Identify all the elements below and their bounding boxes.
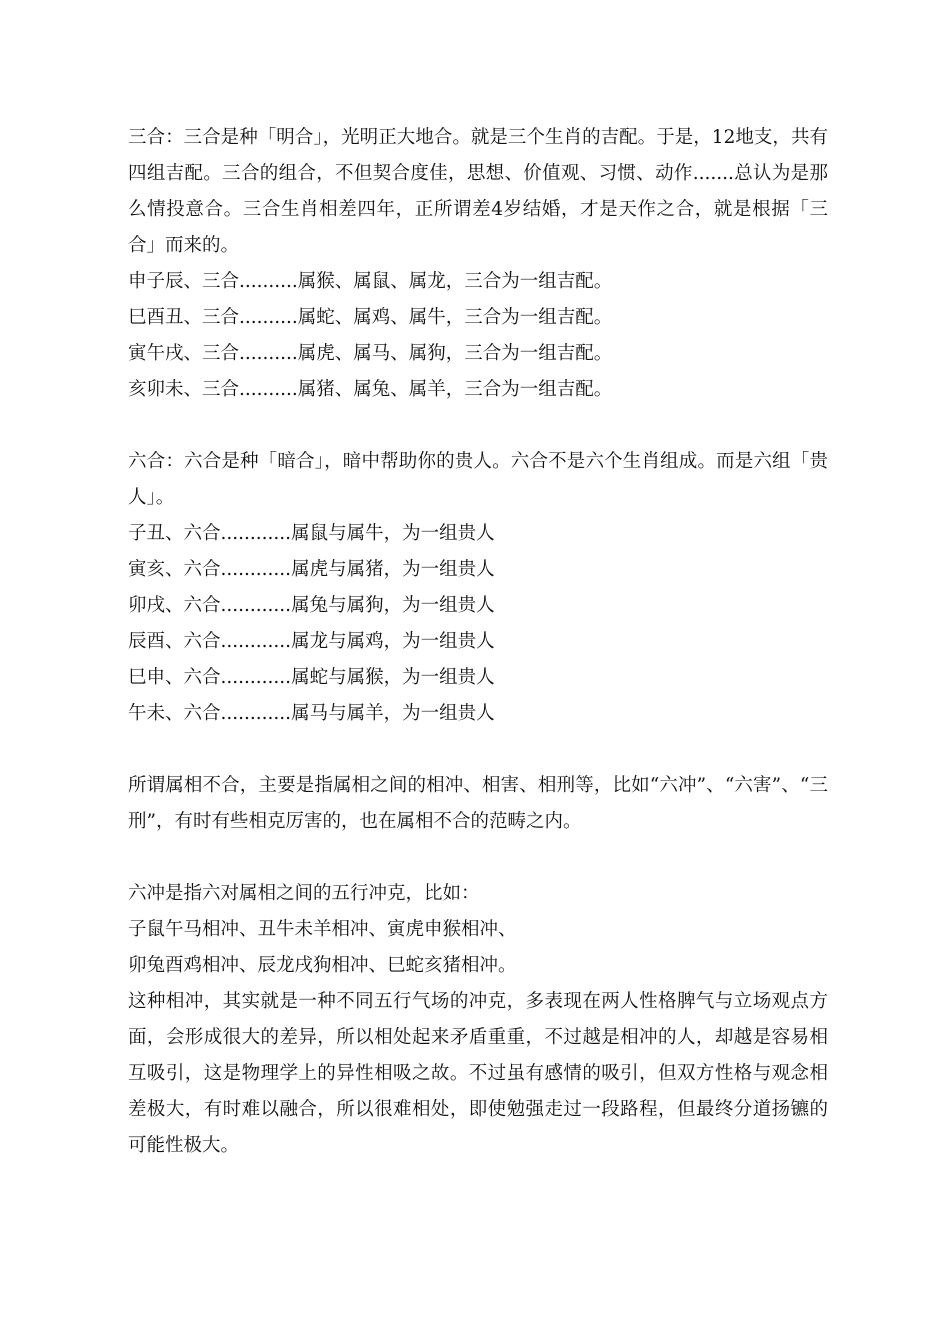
paragraph-gap <box>128 732 828 768</box>
liuhe-item: 巳申、六合............属蛇与属猴，为一组贵人 <box>128 667 495 688</box>
sanhe-item: 申子辰、三合..........属猴、属鼠、属龙，三合为一组吉配。 <box>128 271 613 292</box>
sanhe-item: 寅午戌、三合..........属虎、属马、属狗，三合为一组吉配。 <box>128 343 613 364</box>
liuhe-item: 寅亥、六合............属虎与属猪，为一组贵人 <box>128 559 495 580</box>
liuhe-item: 辰酉、六合............属龙与属鸡，为一组贵人 <box>128 631 495 652</box>
liuhe-item: 午未、六合............属马与属羊，为一组贵人 <box>128 703 495 724</box>
liuchong-intro: 六冲是指六对属相之间的五行冲克，比如： <box>128 883 480 904</box>
sanhe-item: 巳酉丑、三合..........属蛇、属鸡、属牛，三合为一组吉配。 <box>128 307 613 328</box>
liuhe-intro: 六合：六合是种「暗合」，暗中帮助你的贵人。六合不是六个生肖组成。而是六组「贵人」。 <box>128 451 828 508</box>
liuhe-item: 卯戌、六合............属兔与属狗，为一组贵人 <box>128 595 495 616</box>
paragraph-gap <box>128 840 828 876</box>
liuchong-explanation: 这种相冲，其实就是一种不同五行气场的冲克，多表现在两人性格脾气与立场观点方面，会形成很大的差异，所以相处起来矛盾重重，不过越是相冲的人，却越是容易相互吸引，这是物理学上的异性相吸之故。不过虽有感情的吸引，但双方性格与观念相差极大，有时难以融合，所以很难相处，即使勉强走过一段路程，但最终分道扬镳的可能性极大。 <box>128 991 828 1156</box>
sanhe-intro: 三合：三合是种「明合」，光明正大地合。就是三个生肖的吉配。于是，12地支，共有四组吉配。三合的组合，不但契合度佳，思想、价值观、习惯、动作.......总认为是那么情投意合。三合生肖相差四年，正所谓差4岁结婚，才是天作之合，就是根据「三合」而来的。 <box>128 127 828 256</box>
buhe-paragraph: 所谓属相不合，主要是指属相之间的相冲、相害、相刑等，比如“六冲”、“六害”、“三刑”，有时有些相克厉害的，也在属相不合的范畴之内。 <box>128 775 828 832</box>
liuhe-item: 子丑、六合............属鼠与属牛，为一组贵人 <box>128 523 495 544</box>
liuchong-item: 子鼠午马相冲、丑牛未羊相冲、寅虎申猴相冲、 <box>128 919 517 940</box>
paragraph-gap <box>128 408 828 444</box>
document-body <box>128 120 828 1164</box>
sanhe-item: 亥卯未、三合..........属猪、属兔、属羊，三合为一组吉配。 <box>128 379 613 400</box>
liuchong-item: 卯兔酉鸡相冲、辰龙戌狗相冲、巳蛇亥猪相冲。 <box>128 955 517 976</box>
